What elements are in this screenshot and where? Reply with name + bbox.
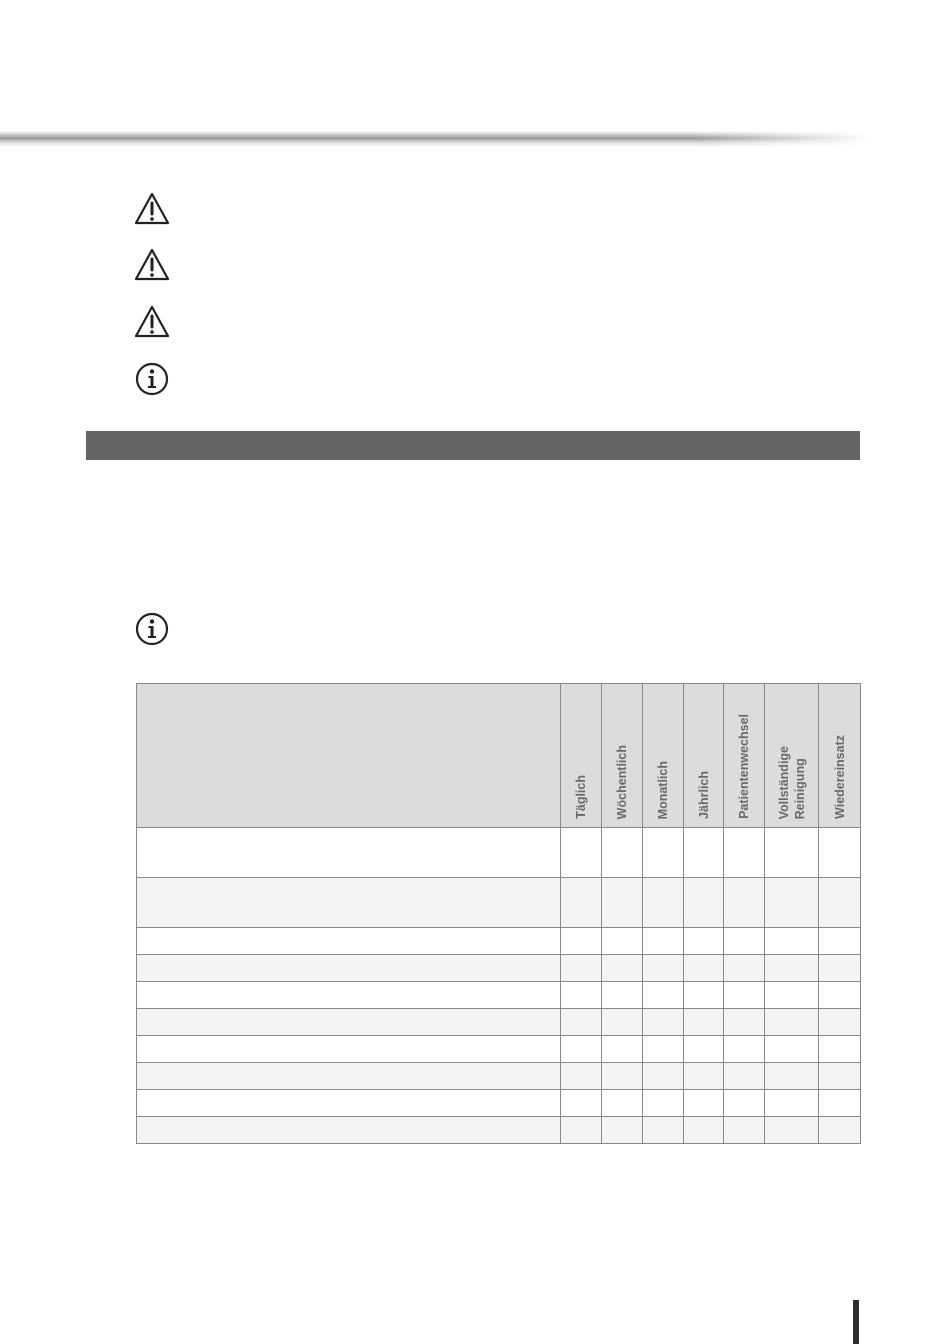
table-row	[137, 1117, 861, 1144]
interval-cell	[643, 1009, 684, 1036]
interval-cell	[643, 1036, 684, 1063]
interval-header-label: Patientenwechsel	[737, 714, 751, 819]
interval-cell	[643, 1117, 684, 1144]
table-body	[137, 828, 861, 1144]
warning-triangle-icon	[134, 192, 170, 226]
warning-notice-1	[134, 192, 170, 226]
interval-cell	[724, 1036, 765, 1063]
task-cell	[137, 878, 561, 928]
task-cell	[137, 1090, 561, 1117]
task-cell	[137, 1117, 561, 1144]
task-cell	[137, 1009, 561, 1036]
interval-cell	[602, 1009, 643, 1036]
task-cell	[137, 982, 561, 1009]
interval-header-label: Wiedereinsatz	[832, 735, 847, 819]
interval-cell	[765, 1063, 819, 1090]
interval-cell	[684, 1036, 724, 1063]
interval-cell	[684, 1090, 724, 1117]
interval-header-full-cleaning	[765, 684, 819, 828]
interval-cell	[561, 1009, 602, 1036]
table-row	[137, 955, 861, 982]
interval-cell	[765, 828, 819, 878]
interval-cell	[765, 928, 819, 955]
warning-notice-2	[134, 248, 170, 282]
interval-header-daily	[561, 684, 602, 828]
interval-header-label: Reinigung	[792, 757, 807, 819]
interval-cell	[643, 878, 684, 928]
interval-cell	[643, 982, 684, 1009]
warning-triangle-icon	[134, 248, 170, 282]
interval-cell	[819, 982, 861, 1009]
interval-cell	[643, 928, 684, 955]
interval-cell	[602, 982, 643, 1009]
task-cell	[137, 1063, 561, 1090]
interval-cell	[819, 1036, 861, 1063]
interval-cell	[561, 982, 602, 1009]
info-circle-icon	[134, 612, 170, 646]
interval-cell	[643, 1090, 684, 1117]
task-column-header	[137, 684, 561, 828]
interval-cell	[765, 1009, 819, 1036]
maintenance-schedule-table	[136, 683, 861, 1144]
table-row	[137, 1009, 861, 1036]
interval-cell	[724, 955, 765, 982]
header-rule	[0, 131, 870, 147]
interval-cell	[643, 955, 684, 982]
warning-notice-3	[134, 305, 170, 339]
interval-cell	[765, 1036, 819, 1063]
table-header-row	[137, 684, 861, 828]
interval-header-reuse	[819, 684, 861, 828]
interval-cell	[602, 1036, 643, 1063]
interval-cell	[765, 955, 819, 982]
interval-cell	[684, 1009, 724, 1036]
interval-cell	[561, 1117, 602, 1144]
interval-cell	[819, 1063, 861, 1090]
table-row	[137, 878, 861, 928]
task-cell	[137, 828, 561, 878]
interval-cell	[724, 982, 765, 1009]
interval-cell	[602, 828, 643, 878]
info-circle-icon	[134, 362, 170, 396]
interval-cell	[684, 928, 724, 955]
interval-cell	[684, 982, 724, 1009]
interval-header-label: Täglich	[574, 775, 588, 819]
task-cell	[137, 955, 561, 982]
interval-cell	[561, 1063, 602, 1090]
interval-cell	[724, 1063, 765, 1090]
interval-cell	[561, 828, 602, 878]
interval-cell	[602, 1117, 643, 1144]
interval-cell	[765, 878, 819, 928]
interval-cell	[724, 878, 765, 928]
interval-cell	[643, 828, 684, 878]
table-row	[137, 1063, 861, 1090]
interval-header-label: Wöchentlich	[615, 744, 629, 819]
interval-cell	[561, 1036, 602, 1063]
table-row	[137, 1036, 861, 1063]
interval-header-label: Monatlich	[656, 760, 670, 819]
interval-cell	[819, 1090, 861, 1117]
interval-cell	[765, 1117, 819, 1144]
interval-cell	[684, 955, 724, 982]
interval-cell	[602, 955, 643, 982]
interval-header-weekly	[602, 684, 643, 828]
interval-cell	[602, 1063, 643, 1090]
interval-cell	[765, 982, 819, 1009]
interval-cell	[765, 1090, 819, 1117]
interval-cell	[643, 1063, 684, 1090]
warning-triangle-icon	[134, 305, 170, 339]
interval-cell	[724, 828, 765, 878]
interval-cell	[684, 1063, 724, 1090]
interval-cell	[684, 878, 724, 928]
table-row	[137, 928, 861, 955]
interval-cell	[819, 878, 861, 928]
interval-cell	[724, 928, 765, 955]
interval-cell	[684, 828, 724, 878]
task-cell	[137, 1036, 561, 1063]
table-row	[137, 982, 861, 1009]
interval-cell	[602, 878, 643, 928]
interval-header-label: Vollständige	[776, 745, 791, 819]
interval-cell	[602, 928, 643, 955]
interval-cell	[684, 1117, 724, 1144]
info-notice-2	[134, 612, 170, 646]
interval-header-label: Jährlich	[696, 771, 711, 819]
interval-cell	[561, 1090, 602, 1117]
page-edge-marker	[853, 1300, 859, 1344]
interval-header-patient-change	[724, 684, 765, 828]
interval-cell	[819, 928, 861, 955]
task-cell	[137, 928, 561, 955]
table-row	[137, 1090, 861, 1117]
interval-cell	[819, 1009, 861, 1036]
interval-cell	[819, 1117, 861, 1144]
section-heading-bar	[86, 431, 860, 460]
info-notice-1	[134, 362, 170, 396]
interval-cell	[561, 955, 602, 982]
interval-cell	[724, 1117, 765, 1144]
interval-header-monthly	[643, 684, 684, 828]
interval-cell	[561, 928, 602, 955]
interval-cell	[724, 1090, 765, 1117]
interval-cell	[724, 1009, 765, 1036]
interval-cell	[819, 955, 861, 982]
interval-cell	[819, 828, 861, 878]
interval-cell	[602, 1090, 643, 1117]
interval-header-yearly	[684, 684, 724, 828]
interval-cell	[561, 878, 602, 928]
table-row	[137, 828, 861, 878]
